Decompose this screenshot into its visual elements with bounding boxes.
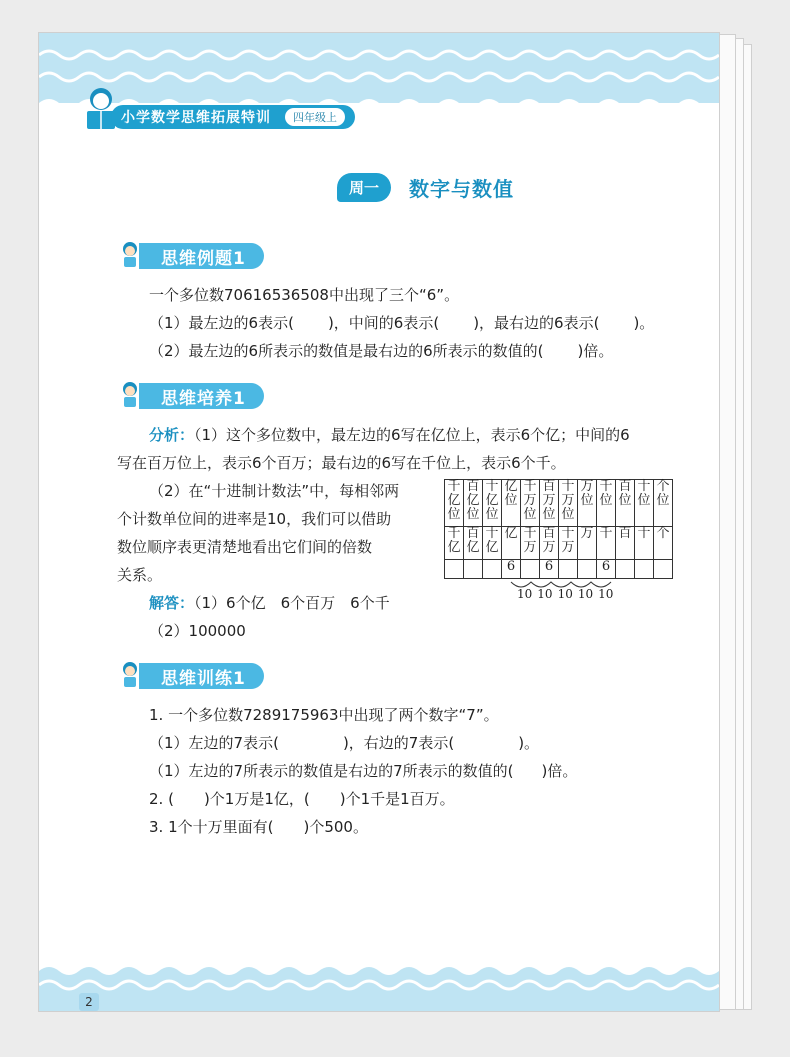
example-question-1: （1）最左边的6表示( )，中间的6表示( )，最右边的6表示( )。 (149, 314, 655, 332)
training-question-1: 1. 一个多位数7289175963中出现了两个数字“7”。 (149, 706, 499, 724)
example-question-2: （2）最左边的6所表示的数值是最右边的6所表示的数值的( )倍。 (149, 342, 614, 360)
training-question-1b: （1）左边的7所表示的数值是右边的7所表示的数值的( )倍。 (149, 762, 578, 780)
unit-cell: 十 (635, 527, 654, 560)
digit-cell (464, 560, 483, 579)
training-question-1a: （1）左边的7表示( )，右边的7表示( )。 (149, 734, 540, 752)
part2-line-3: 数位顺序表更清楚地看出它们间的倍数 (117, 538, 373, 556)
digit-cell (445, 560, 464, 579)
analysis-line-1: 分析：（1）这个多位数中，最左边的6写在亿位上，表示6个亿；中间的6 (149, 426, 630, 444)
training-question-3: 3. 1个十万里面有( )个500。 (149, 818, 368, 836)
digit-cell: 6 (502, 560, 521, 579)
unit-cell: 个 (654, 527, 673, 560)
unit-cell: 亿 (502, 527, 521, 560)
ratio-label: 10 (557, 587, 573, 601)
place-cell: 百亿位 (464, 480, 483, 527)
day-badge: 周一 (337, 173, 391, 202)
unit-cell: 十万 (559, 527, 578, 560)
unit-cell: 百 (616, 527, 635, 560)
part2-line-4: 关系。 (117, 566, 163, 584)
place-cell: 千位 (597, 480, 616, 527)
day-heading (337, 173, 514, 202)
ratio-label: 10 (577, 587, 594, 601)
unit-cell: 十亿 (483, 527, 502, 560)
kid-mascot-icon (119, 241, 141, 271)
place-cell: 万位 (578, 480, 597, 527)
place-value-table (444, 479, 673, 579)
section-heading: 思维例题1 (139, 243, 264, 269)
lesson-title: 数字与数值 (409, 177, 515, 201)
grade-label: 四年级上 (285, 108, 345, 126)
place-cell: 千万位 (521, 480, 540, 527)
analysis-line-2: 写在百万位上，表示6个百万；最右边的6写在千位上，表示6个千。 (117, 454, 566, 472)
book-title: 小学数学思维拓展特训 (121, 110, 271, 126)
kid-mascot-icon (119, 381, 141, 411)
digit-cell (578, 560, 597, 579)
part2-line-2: 个计数单位间的进率是10，我们可以借助 (117, 510, 392, 528)
digit-row (445, 560, 673, 579)
section-cultivate (119, 381, 264, 411)
digit-cell (521, 560, 540, 579)
digit-cell: 6 (597, 560, 616, 579)
digit-cell (559, 560, 578, 579)
ratio-label: 10 (517, 587, 533, 601)
ratio-label: 10 (598, 587, 614, 601)
place-cell: 百万位 (540, 480, 559, 527)
digit-cell (483, 560, 502, 579)
place-cell: 个位 (654, 480, 673, 527)
answer-line-1: 解答：（1）6个亿 6个百万 6个千 (149, 594, 390, 612)
unit-cell: 万 (578, 527, 597, 560)
bottom-wave-decoration (39, 961, 719, 1011)
unit-cell: 百亿 (464, 527, 483, 560)
section-heading: 思维训练1 (139, 663, 264, 689)
place-cell: 千亿位 (445, 480, 464, 527)
section-training (119, 661, 264, 691)
book-header-bar (111, 105, 355, 129)
answer-line-2: （2）100000 (149, 622, 246, 640)
digit-cell: 6 (540, 560, 559, 579)
ratio-label: 10 (537, 587, 553, 601)
example-stem: 一个多位数70616536508中出现了三个“6”。 (149, 286, 460, 304)
place-cell: 十亿位 (483, 480, 502, 527)
ratio-labels (517, 587, 613, 601)
digit-cell (616, 560, 635, 579)
place-cell: 十万位 (559, 480, 578, 527)
book-page (38, 32, 720, 1012)
place-name-row (445, 480, 673, 527)
unit-row (445, 527, 673, 560)
place-cell: 十位 (635, 480, 654, 527)
place-cell: 亿位 (502, 480, 521, 527)
digit-cell (635, 560, 654, 579)
unit-cell: 千 (597, 527, 616, 560)
unit-cell: 千亿 (445, 527, 464, 560)
place-cell: 百位 (616, 480, 635, 527)
training-question-2: 2. ( )个1万是1亿，( )个1千是1百万。 (149, 790, 455, 808)
page-number: 2 (79, 993, 99, 1011)
kid-mascot-icon (119, 661, 141, 691)
part2-line-1: （2）在“十进制计数法”中，每相邻两 (149, 482, 400, 500)
digit-cell (654, 560, 673, 579)
unit-cell: 千万 (521, 527, 540, 560)
section-example (119, 241, 264, 271)
unit-cell: 百万 (540, 527, 559, 560)
section-heading: 思维培养1 (139, 383, 264, 409)
